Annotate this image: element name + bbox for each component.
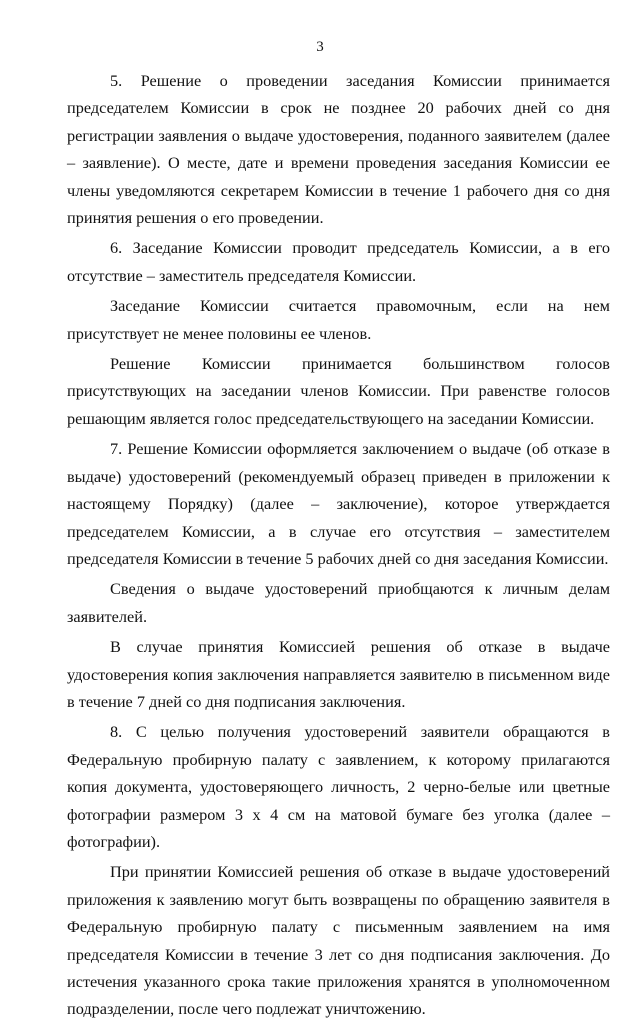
paragraph-refusal-notice: В случае принятия Комиссией решения об отказе в выдаче удостоверения копия заключения направляется заявителю в письменном виде в течение 7 дней со дня подписания заключения. bbox=[67, 637, 610, 711]
paragraph-attachments-return: При принятии Комиссией решения об отказе в выдаче удостоверений приложения к заявлению могут быть возвращены по обращению заявителя в Федеральную пробирную палату с письменным заявлением на имя председателя Комиссии в течение 3 лет со дня подписания заключения. До истечения указанного срока такие приложения хранятся в уполномоченном подразделении, после чего подлежат уничтожению. bbox=[67, 862, 610, 1019]
document-body bbox=[67, 67, 610, 1023]
page-number: 3 bbox=[316, 39, 324, 55]
paragraph-personal-files: Сведения о выдаче удостоверений приобщаются к личным делам заявителей. bbox=[67, 579, 610, 626]
paragraph-item-7: 7. Решение Комиссии оформляется заключением о выдаче (об отказе в выдаче) удостоверений (рекомендуемый образец приведен в приложении к настоящему Порядку) (далее – заключение), которое утверждается председателем Комиссии, а в случае его отсутствия – заместителем председателя Комиссии в течение 5 рабочих дней со дня заседания Комиссии. bbox=[67, 439, 610, 568]
paragraph-item-6: 6. Заседание Комиссии проводит председатель Комиссии, а в его отсутствие – заместитель председателя Комиссии. bbox=[67, 238, 610, 285]
paragraph-item-5: 5. Решение о проведении заседания Комиссии принимается председателем Комиссии в срок не позднее 20 рабочих дней со дня регистрации заявления о выдаче удостоверения, поданного заявителем (далее – заявление). О месте, дате и времени проведения заседания Комиссии ее члены уведомляются секретарем Комиссии в течение 1 рабочего дня со дня принятия решения о его проведении. bbox=[67, 71, 610, 228]
paragraph-item-8: 8. С целью получения удостоверений заявители обращаются в Федеральную пробирную палату с заявлением, к которому прилагаются копия документа, удостоверяющего личность, 2 черно-белые или цветные фотографии размером 3 х 4 см на матовой бумаге без уголка (далее – фотографии). bbox=[67, 722, 610, 851]
paragraph-voting: Решение Комиссии принимается большинством голосов присутствующих на заседании членов Комиссии. При равенстве голосов решающим является голос председательствующего на заседании Комиссии. bbox=[67, 354, 610, 428]
paragraph-quorum: Заседание Комиссии считается правомочным, если на нем присутствует не менее половины ее членов. bbox=[67, 296, 610, 343]
